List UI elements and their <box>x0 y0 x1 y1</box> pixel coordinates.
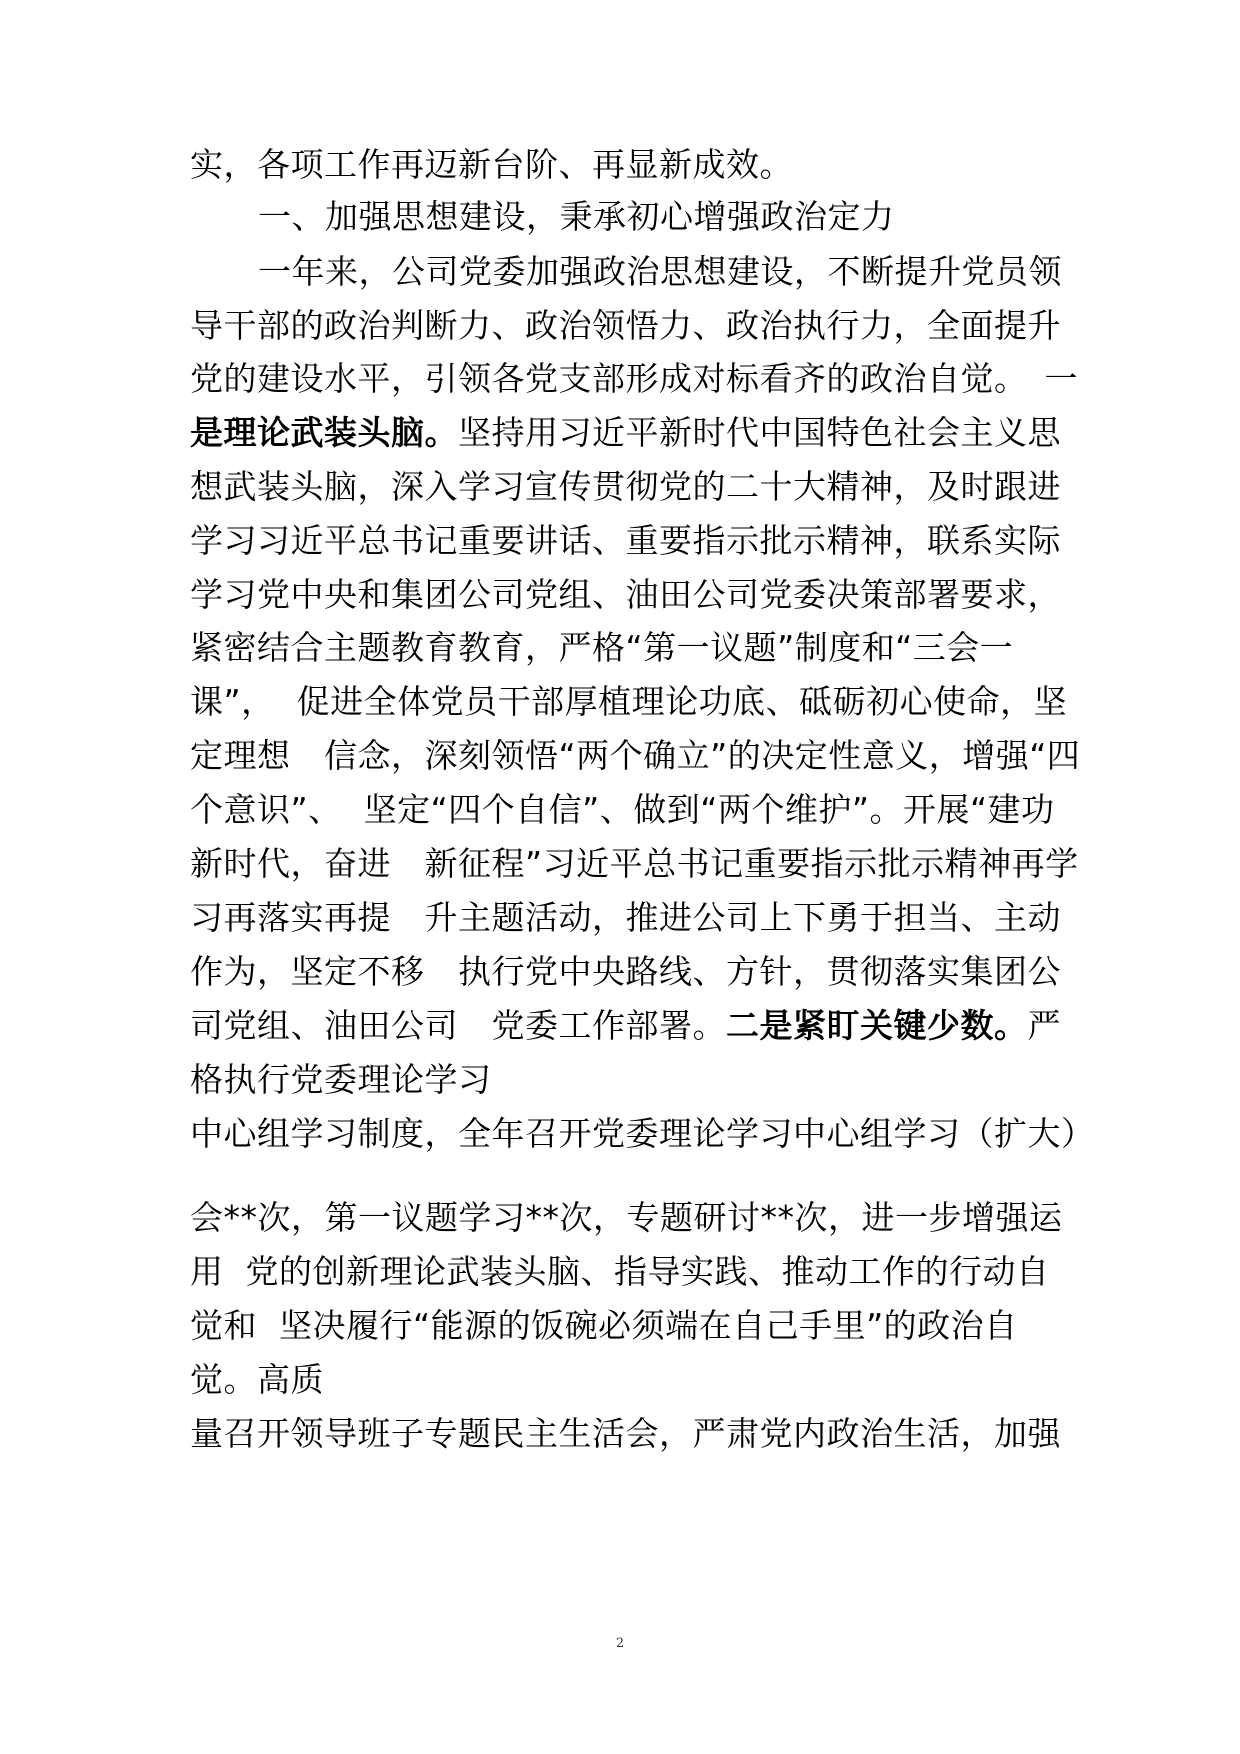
text-run: 司党组、油田公司 党委工作部署。 <box>190 1006 726 1045</box>
text-line: 格执行党委理论学习 <box>190 1060 492 1099</box>
text-line: 导干部的政治判断力、政治领悟力、政治执行力，全面提升 <box>190 306 1061 345</box>
section-heading: 一、加强思想建设，秉承初心增强政治定力 <box>258 197 895 236</box>
text-line <box>190 1006 1061 1046</box>
text-line: 习再落实再提 升主题活动，推进公司上下勇于担当、主动 <box>190 898 1061 937</box>
text-line: 会**次，第一议题学习**次，专题研讨**次，进一步增强运 <box>190 1198 1063 1237</box>
text-line: 觉和 坚决履行“能源的饭碗必须端在自己手里”的政治自 <box>190 1306 1018 1345</box>
text-line: 想武装头脑，深入学习宣传贯彻党的二十大精神，及时跟进 <box>190 467 1061 506</box>
text-line: 个意识”、 坚定“四个自信”、做到“两个维护”。开展“建功 <box>190 790 1055 829</box>
text-line: 实，各项工作再迈新台阶、再显新成效。 <box>190 145 793 184</box>
text-line: 紧密结合主题教育教育，严格“第一议题”制度和“三会一 <box>190 628 1014 667</box>
text-line: 一年来，公司党委加强政治思想建设，不断提升党员领 <box>258 252 1062 291</box>
text-line: 中心组学习制度，全年召开党委理论学习中心组学习（扩大） <box>190 1114 1095 1153</box>
text-line <box>190 413 1061 453</box>
text-line: 定理想 信念，深刻领悟“两个确立”的决定性意义，增强“四 <box>190 736 1081 775</box>
text-line: 用 党的创新理论武装头脑、指导实践、推动工作的行动自 <box>190 1252 1050 1291</box>
text-run: 严 <box>1027 1006 1061 1045</box>
text-line: 量召开领导班子专题民主生活会，严肃党内政治生活，加强 <box>190 1414 1061 1453</box>
text-line: 觉。高质 <box>190 1360 324 1399</box>
page-number: 2 <box>615 1636 625 1651</box>
text-line: 课”， 促进全体党员干部厚植理论功底、砥砺初心使命，坚 <box>190 682 1068 721</box>
bold-lead: 是理论武装头脑。 <box>190 413 458 452</box>
text-line: 党的建设水平，引领各党支部形成对标看齐的政治自觉。 一 <box>190 359 1078 398</box>
bold-lead: 二是紧盯关键少数。 <box>726 1006 1028 1045</box>
text-line: 作为，坚定不移 执行党中央路线、方针，贯彻落实集团公 <box>190 952 1061 991</box>
text-line: 学习习近平总书记重要讲话、重要指示批示精神，联系实际 <box>190 521 1061 560</box>
text-run: 坚持用习近平新时代中国特色社会主义思 <box>458 413 1061 452</box>
text-line: 学习党中央和集团公司党组、油田公司党委决策部署要求， <box>190 575 1061 614</box>
text-line: 新时代，奋进 新征程”习近平总书记重要指示批示精神再学 <box>190 844 1079 883</box>
